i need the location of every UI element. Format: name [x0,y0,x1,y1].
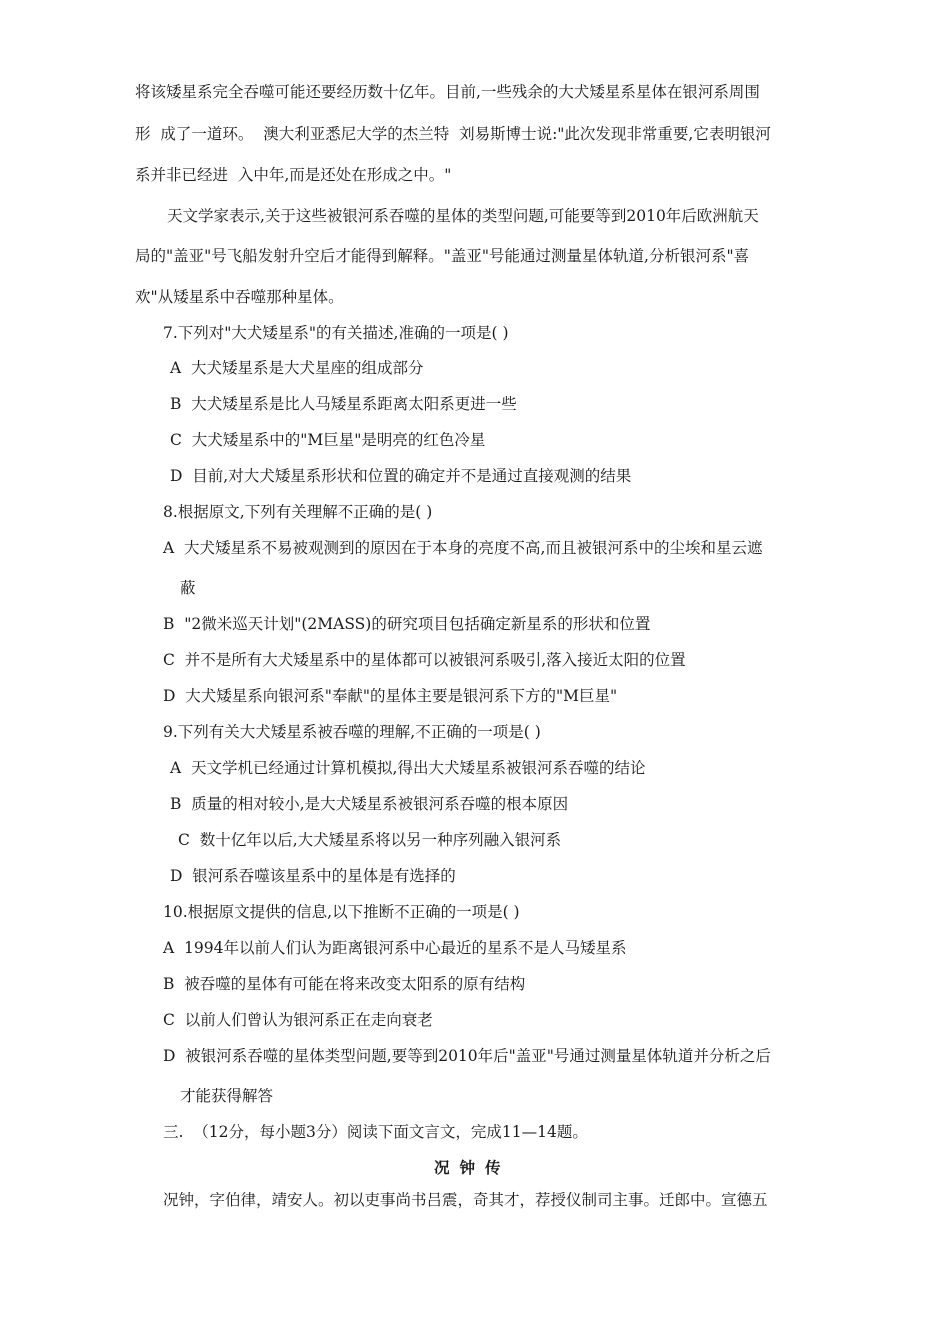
question-7-option-a: A 大犬矮星系是大犬星座的组成部分 [170,359,424,377]
classical-passage-line: 况钟，字伯律，靖安人。初以吏事尚书吕震，奇其才，荐授仪制司主事。迁郎中。宣德五 [163,1191,768,1209]
question-9-option-c: C 数十亿年以后,大犬矮星系将以另一种序列融入银河系 [178,831,562,849]
question-7-stem: 7.下列对"大犬矮星系"的有关描述,准确的一项是( ) [163,324,509,342]
question-10-option-d: D 被银河系吞噬的星体类型问题,要等到2010年后"盖亚"号通过测量星体轨道并分析之后 [163,1047,771,1065]
question-9-option-d: D 银河系吞噬该星系中的星体是有选择的 [170,867,456,885]
question-9-option-a: A 天文学机已经通过计算机模拟,得出大犬矮星系被银河系吞噬的结论 [170,759,646,777]
passage-line: 天文学家表示,关于这些被银河系吞噬的星体的类型问题,可能要等到2010年后欧洲航天 [167,207,759,225]
passage-line: 局的"盖亚"号飞船发射升空后才能得到解释。"盖亚"号能通过测量星体轨道,分析银河系"喜 [135,247,750,265]
passage-line: 系并非已经进 入中年,而是还处在形成之中。" [135,166,452,184]
passage-line: 欢"从矮星系中吞噬那种星体。 [135,288,344,306]
question-7-option-d: D 目前,对大犬矮星系形状和位置的确定并不是通过直接观测的结果 [170,467,632,485]
question-10-stem: 10.根据原文提供的信息,以下推断不正确的一项是( ) [163,903,520,921]
question-8-option-c: C 并不是所有大犬矮星系中的星体都可以被银河系吸引,落入接近太阳的位置 [163,651,686,669]
question-10-option-d-continued: 才能获得解答 [180,1087,274,1105]
question-9-stem: 9.下列有关大犬矮星系被吞噬的理解,不正确的一项是( ) [163,723,541,741]
question-8-option-a-continued: 蔽 [180,579,196,597]
question-9-option-b: B 质量的相对较小,是大犬矮星系被银河系吞噬的根本原因 [170,795,569,813]
question-7-option-b: B 大犬矮星系是比人马矮星系距离太阳系更进一些 [170,395,517,413]
question-10-option-b: B 被吞噬的星体有可能在将来改变太阳系的原有结构 [163,975,526,993]
passage-line: 形 成了一道环。 澳大利亚悉尼大学的杰兰特 刘易斯博士说:"此次发现非常重要,它表明银河 [135,125,771,143]
passage-title: 况钟传 [434,1158,511,1177]
question-10-option-a: A 1994年以前人们认为距离银河系中心最近的星系不是人马矮星系 [163,939,627,957]
section-3-heading: 三. （12分，每小题3分）阅读下面文言文，完成11—14题。 [163,1123,588,1141]
question-8-option-a: A 大犬矮星系不易被观测到的原因在于本身的亮度不高,而且被银河系中的尘埃和星云遮 [163,539,763,557]
question-8-stem: 8.根据原文,下列有关理解不正确的是( ) [163,503,433,521]
question-10-option-c: C 以前人们曾认为银河系正在走向衰老 [163,1011,433,1029]
question-8-option-d: D 大犬矮星系向银河系"奉献"的星体主要是银河系下方的"M巨星" [163,687,618,705]
passage-line: 将该矮星系完全吞噬可能还要经历数十亿年。目前,一些残余的大犬矮星系星体在银河系周围 [135,83,760,101]
question-7-option-c: C 大犬矮星系中的"M巨星"是明亮的红色冷星 [170,431,486,449]
question-8-option-b: B "2微米巡天计划"(2MASS)的研究项目包括确定新星系的形状和位置 [163,615,651,633]
